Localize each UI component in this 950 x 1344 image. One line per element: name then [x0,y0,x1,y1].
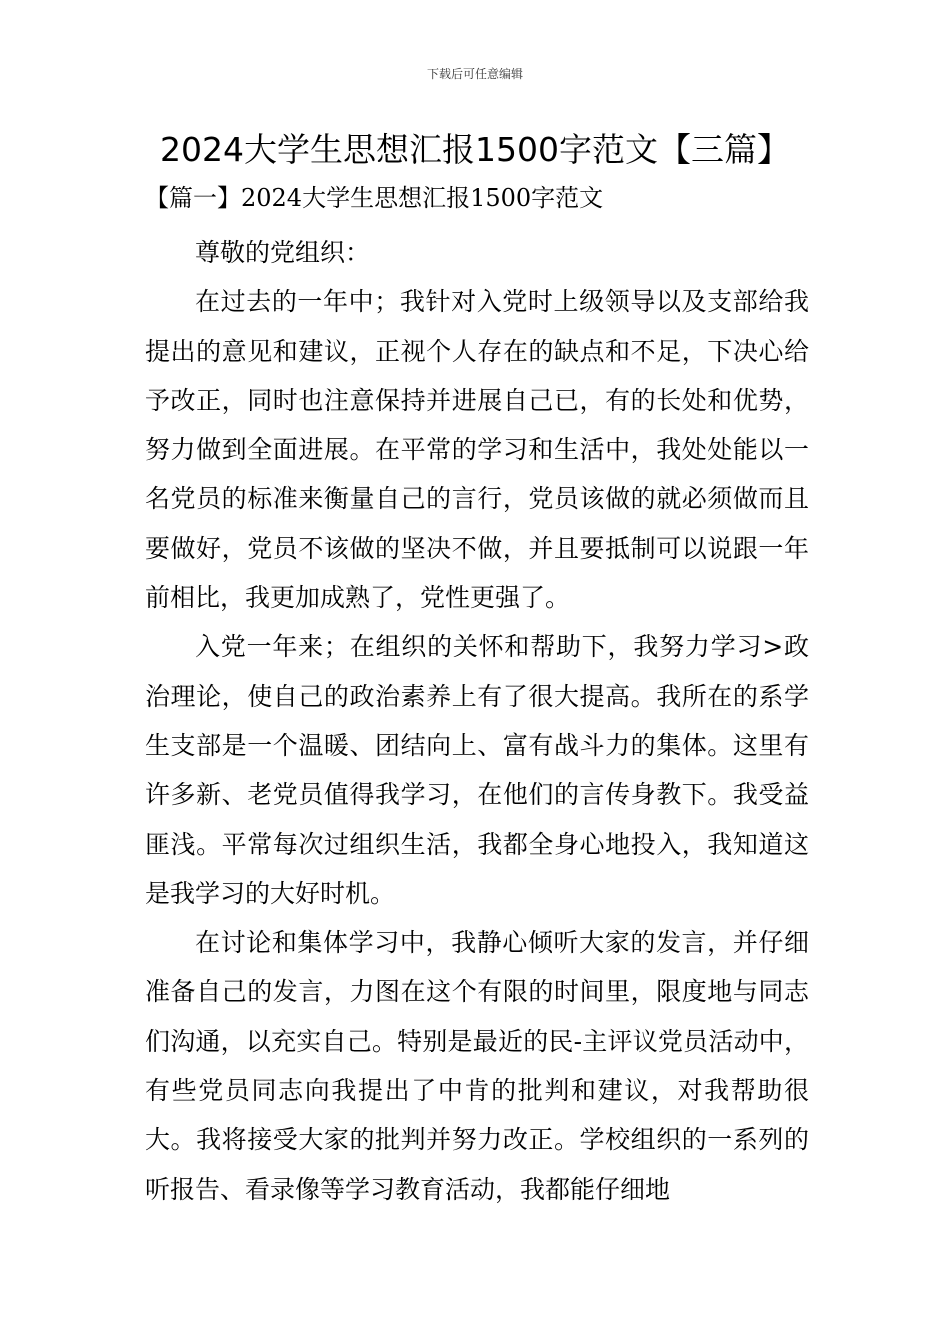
section-heading: 【篇一】2024大学生思想汇报1500字范文 [145,184,604,212]
paragraph-3: 在讨论和集体学习中，我静心倾听大家的发言，并仔细准备自己的发言，力图在这个有限的时间里，限度地与同志们沟通，以充实自己。特别是最近的民-主评议党员活动中，有些党员同志向我提出了中肯的批判和建议，对我帮助很大。我将接受大家的批判并努力改正。学校组织的一系列的听报告、看录像等学习教育活动，我都能仔细地 [145,928,809,1204]
paragraph-1: 在过去的一年中；我针对入党时上级领导以及支部给我提出的意见和建议，正视个人存在的缺点和不足，下决心给予改正，同时也注意保持并进展自己已，有的长处和优势，努力做到全面进展。在平常的学习和生活中，我处处能以一名党员的标准来衡量自己的言行，党员该做的就必须做而且要做好，党员不该做的坚决不做，并且要抵制可以说跟一年前相比，我更加成熟了，党性更强了。 [145,287,809,613]
paragraph-2: 入党一年来；在组织的关怀和帮助下，我努力学习>政治理论，使自己的政治素养上有了很大提高。我所在的系学生支部是一个温暖、团结向上、富有战斗力的集体。这里有许多新、老党员值得我学习，在他们的言传身教下。我受益匪浅。平常每次过组织生活，我都全身心地投入，我知道这是我学习的大好时机。 [145,632,809,908]
document-title: 2024大学生思想汇报1500字范文【三篇】 [160,130,790,169]
header-note: 下载后可任意编辑 [426,67,523,81]
document-body [145,228,809,1214]
salutation: 尊敬的党组织： [195,238,371,267]
